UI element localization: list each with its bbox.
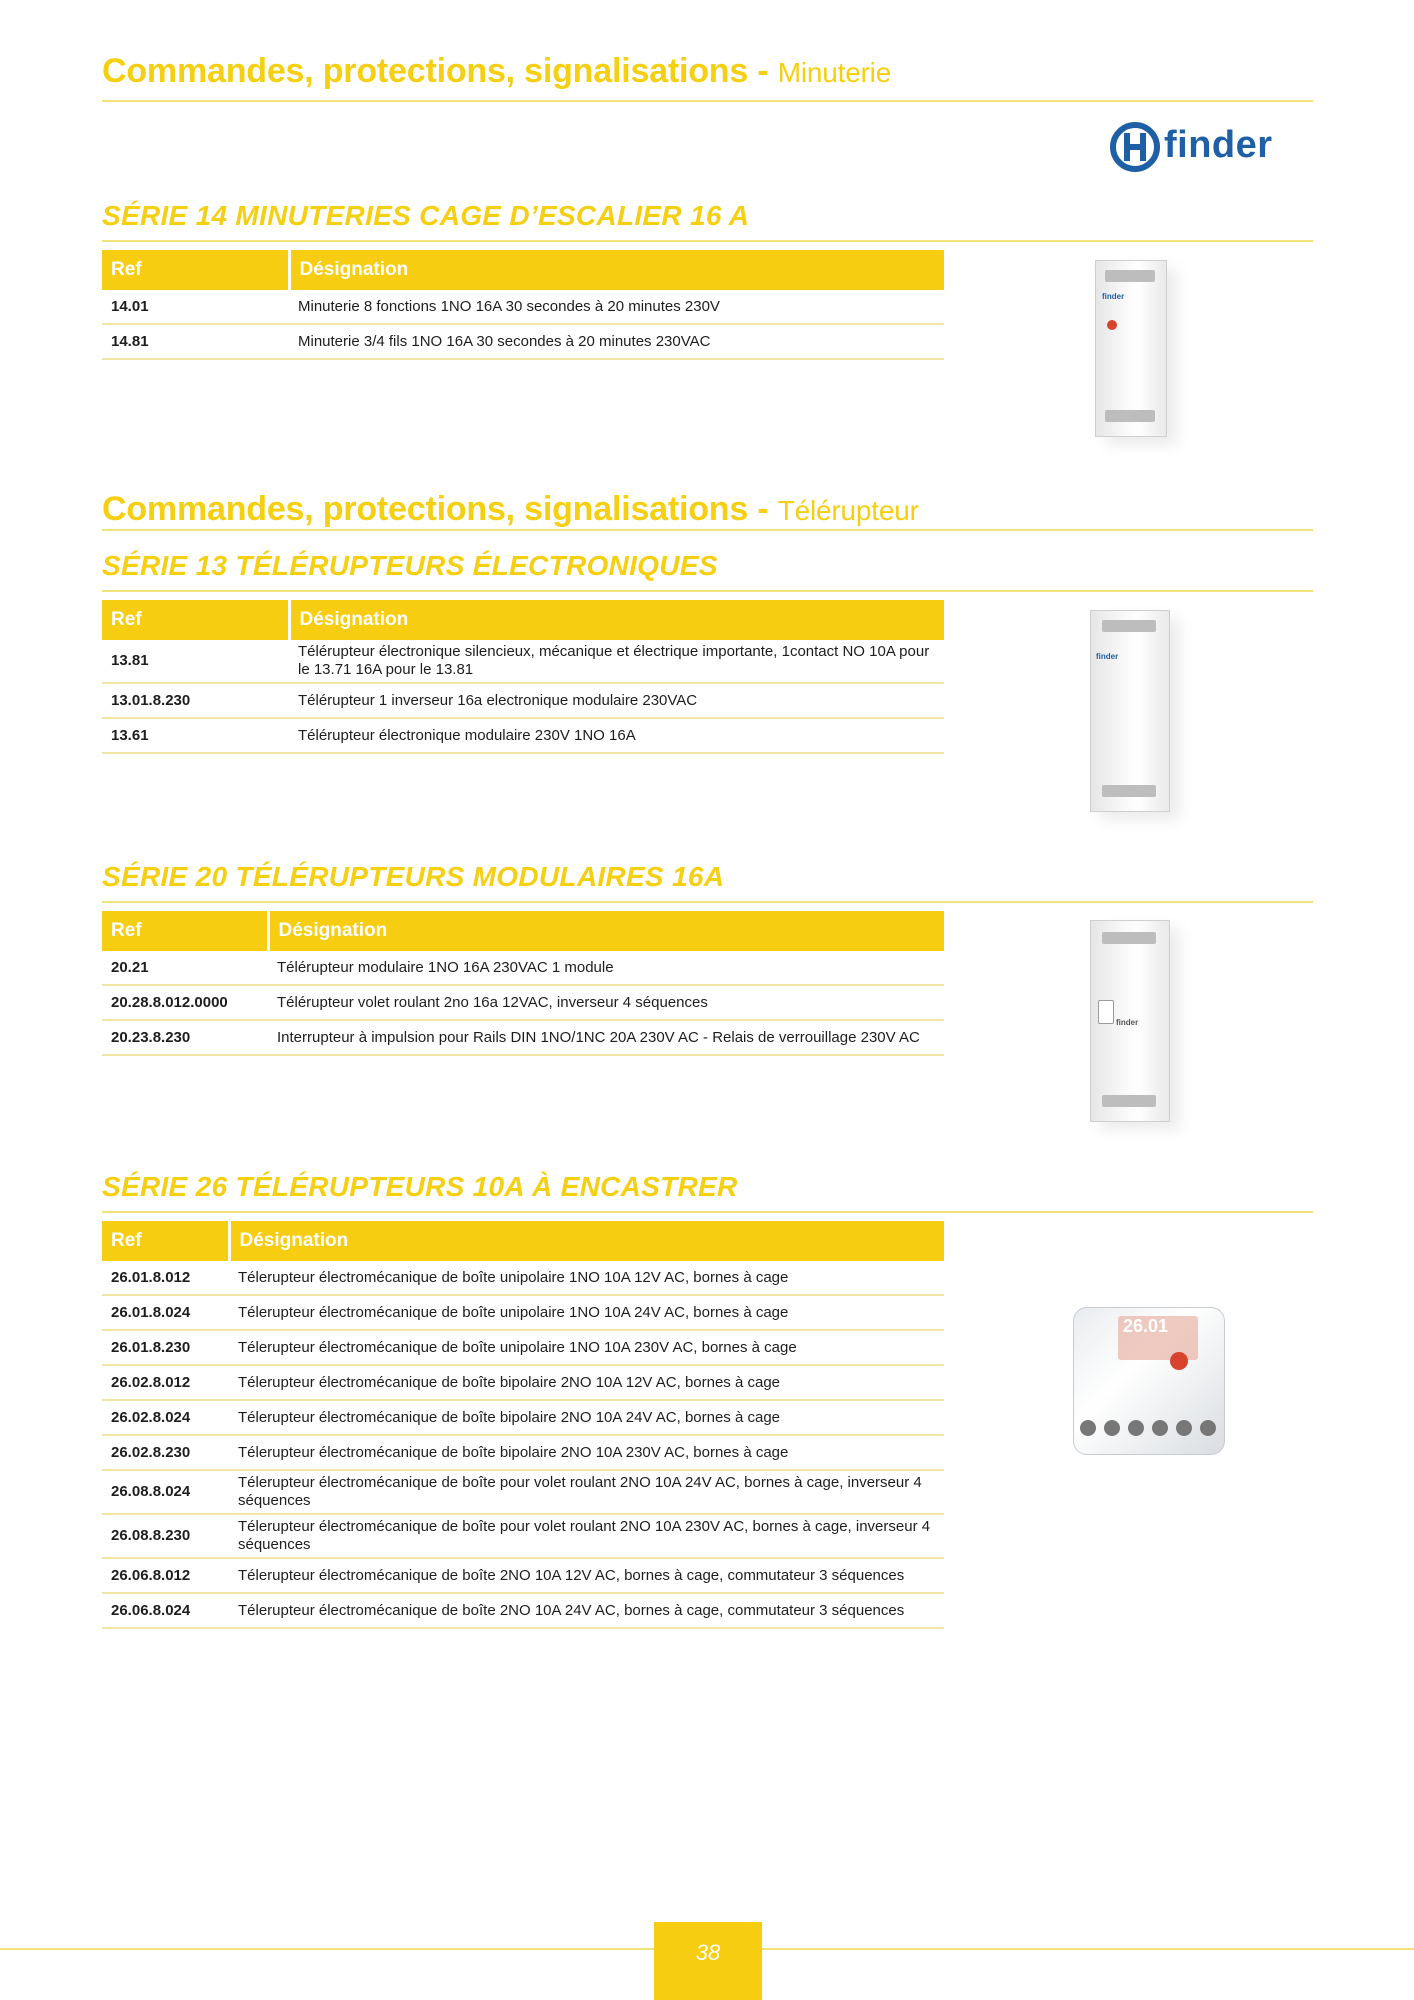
terminal-strip [1102,932,1156,944]
finder-logo-text: finder [1164,124,1273,166]
terminal-row [1080,1420,1216,1440]
table-row [102,1330,944,1365]
designation-cell: Télerupteur électromécanique de boîte bipolaire 2NO 10A 24V AC, bornes à cage [229,1400,944,1435]
section-heading-telerupteur [102,490,919,529]
series-rule [102,1211,1313,1213]
table-row [102,1435,944,1470]
ref-cell: 26.01.8.012 [102,1261,229,1295]
heading-sub: Télérupteur [777,495,919,526]
product-image-26 [1068,1302,1228,1460]
terminal-strip [1105,410,1155,422]
table-row [102,985,944,1020]
header-ref: Ref [102,250,289,290]
product-table-serie-20 [102,911,944,1056]
designation-cell: Télérupteur 1 inverseur 16a electronique modulaire 230VAC [289,683,944,718]
table-row [102,1365,944,1400]
product-table-serie-26 [102,1221,944,1629]
designation-cell: Télerupteur électromécanique de boîte bipolaire 2NO 10A 12V AC, bornes à cage [229,1365,944,1400]
designation-cell: Minuterie 3/4 fils 1NO 16A 30 secondes à 20 minutes 230VAC [289,324,944,359]
finder-logo [1110,120,1320,176]
header-designation: Désignation [229,1221,944,1261]
series-title: SÉRIE 20 TÉLÉRUPTEURS MODULAIRES 16A [102,861,725,892]
ref-cell: 26.02.8.230 [102,1435,229,1470]
designation-cell: Télerupteur électromécanique de boîte 2NO 10A 12V AC, bornes à cage, commutateur 3 séquences [229,1558,944,1593]
warning-icon [1170,1352,1188,1370]
heading-main: Commandes, protections, signalisations [102,490,749,528]
ref-cell: 20.23.8.230 [102,1020,268,1055]
product-image-20 [1070,910,1200,1135]
product-image-13 [1070,600,1200,825]
terminal-strip [1102,620,1156,632]
finder-logo-icon [1110,122,1160,172]
series-rule [102,590,1313,592]
ref-cell: 14.81 [102,324,289,359]
section-rule [102,100,1313,102]
device-body [1090,610,1170,812]
ref-cell: 14.01 [102,290,289,324]
designation-cell: Télérupteur volet roulant 2no 16a 12VAC, inverseur 4 séquences [268,985,944,1020]
heading-separator: - [757,52,769,90]
table-row [102,1558,944,1593]
table-row [102,1261,944,1295]
terminal-screw-icon [1176,1420,1192,1436]
designation-cell: Télerupteur électromécanique de boîte unipolaire 1NO 10A 230V AC, bornes à cage [229,1330,944,1365]
terminal-screw-icon [1200,1420,1216,1436]
designation-cell: Télerupteur électromécanique de boîte unipolaire 1NO 10A 24V AC, bornes à cage [229,1295,944,1330]
series-title: SÉRIE 14 MINUTERIES CAGE D’ESCALIER 16 A [102,200,750,231]
designation-cell: Minuterie 8 fonctions 1NO 16A 30 secondes à 20 minutes 230V [289,290,944,324]
terminal-strip [1102,1095,1156,1107]
ref-cell: 13.81 [102,640,289,683]
designation-cell: Télerupteur électromécanique de boîte 2NO 10A 24V AC, bornes à cage, commutateur 3 séquences [229,1593,944,1628]
section-rule [102,529,1313,531]
section-heading-minuterie [102,52,891,91]
table-row [102,1295,944,1330]
designation-cell: Interrupteur à impulsion pour Rails DIN 1NO/1NC 20A 230V AC - Relais de verrouillage 230V AC [268,1020,944,1055]
terminal-screw-icon [1128,1420,1144,1436]
product-image-14 [1075,250,1195,450]
product-table-serie-14 [102,250,944,360]
ref-cell: 26.02.8.024 [102,1400,229,1435]
table-row [102,1514,944,1558]
table-row [102,683,944,718]
header-designation: Désignation [289,600,944,640]
ref-cell: 20.21 [102,951,268,985]
table-row [102,290,944,324]
ref-cell: 26.01.8.024 [102,1295,229,1330]
ref-cell: 26.06.8.012 [102,1558,229,1593]
series-rule [102,901,1313,903]
terminal-strip [1102,785,1156,797]
designation-cell: Télerupteur électromécanique de boîte pour volet roulant 2NO 10A 230V AC, bornes à cage, inverseur 4 séquences [229,1514,944,1558]
ref-cell: 20.28.8.012.0000 [102,985,268,1020]
device-label: finder [1096,652,1119,661]
page-number: 38 [695,1940,721,1965]
table-row [102,1470,944,1514]
ref-cell: 26.08.8.230 [102,1514,229,1558]
header-ref: Ref [102,1221,229,1261]
series-rule [102,240,1313,242]
table-row [102,640,944,683]
ref-cell: 26.02.8.012 [102,1365,229,1400]
terminal-screw-icon [1104,1420,1120,1436]
heading-sub: Minuterie [777,57,892,88]
designation-cell: Télérupteur électronique modulaire 230V 1NO 16A [289,718,944,753]
table-row [102,1400,944,1435]
designation-cell: Télerupteur électromécanique de boîte bipolaire 2NO 10A 230V AC, bornes à cage [229,1435,944,1470]
table-row [102,324,944,359]
header-designation: Désignation [289,250,944,290]
series-title: SÉRIE 26 TÉLÉRUPTEURS 10A À ENCASTRER [102,1171,738,1202]
ref-cell: 26.01.8.230 [102,1330,229,1365]
terminal-screw-icon [1080,1420,1096,1436]
header-designation: Désignation [268,911,944,951]
series-title: SÉRIE 13 TÉLÉRUPTEURS ÉLECTRONIQUES [102,550,718,581]
ref-cell: 13.01.8.230 [102,683,289,718]
heading-main: Commandes, protections, signalisations [102,52,749,90]
header-ref: Ref [102,911,268,951]
table-row [102,718,944,753]
terminal-screw-icon [1152,1420,1168,1436]
designation-cell: Télérupteur électronique silencieux, mécanique et électrique importante, 1contact NO 10A pour le 13.71 16A pour le 13.81 [289,640,944,683]
ref-cell: 13.61 [102,718,289,753]
terminal-strip [1105,270,1155,282]
table-row [102,1593,944,1628]
table-row [102,1020,944,1055]
designation-cell: Télérupteur modulaire 1NO 16A 230VAC 1 module [268,951,944,985]
device-label: finder [1116,1018,1139,1027]
toggle-icon [1098,1000,1114,1024]
device-label: 26.01 [1123,1316,1169,1336]
designation-cell: Télerupteur électromécanique de boîte pour volet roulant 2NO 10A 24V AC, bornes à cage, inverseur 4 séquences [229,1470,944,1514]
dial-icon [1107,320,1117,330]
product-table-serie-13 [102,600,944,754]
ref-cell: 26.08.8.024 [102,1470,229,1514]
designation-cell: Télerupteur électromécanique de boîte unipolaire 1NO 10A 12V AC, bornes à cage [229,1261,944,1295]
device-label: finder [1102,292,1125,301]
ref-cell: 26.06.8.024 [102,1593,229,1628]
header-ref: Ref [102,600,289,640]
heading-separator: - [757,490,769,528]
table-row [102,951,944,985]
